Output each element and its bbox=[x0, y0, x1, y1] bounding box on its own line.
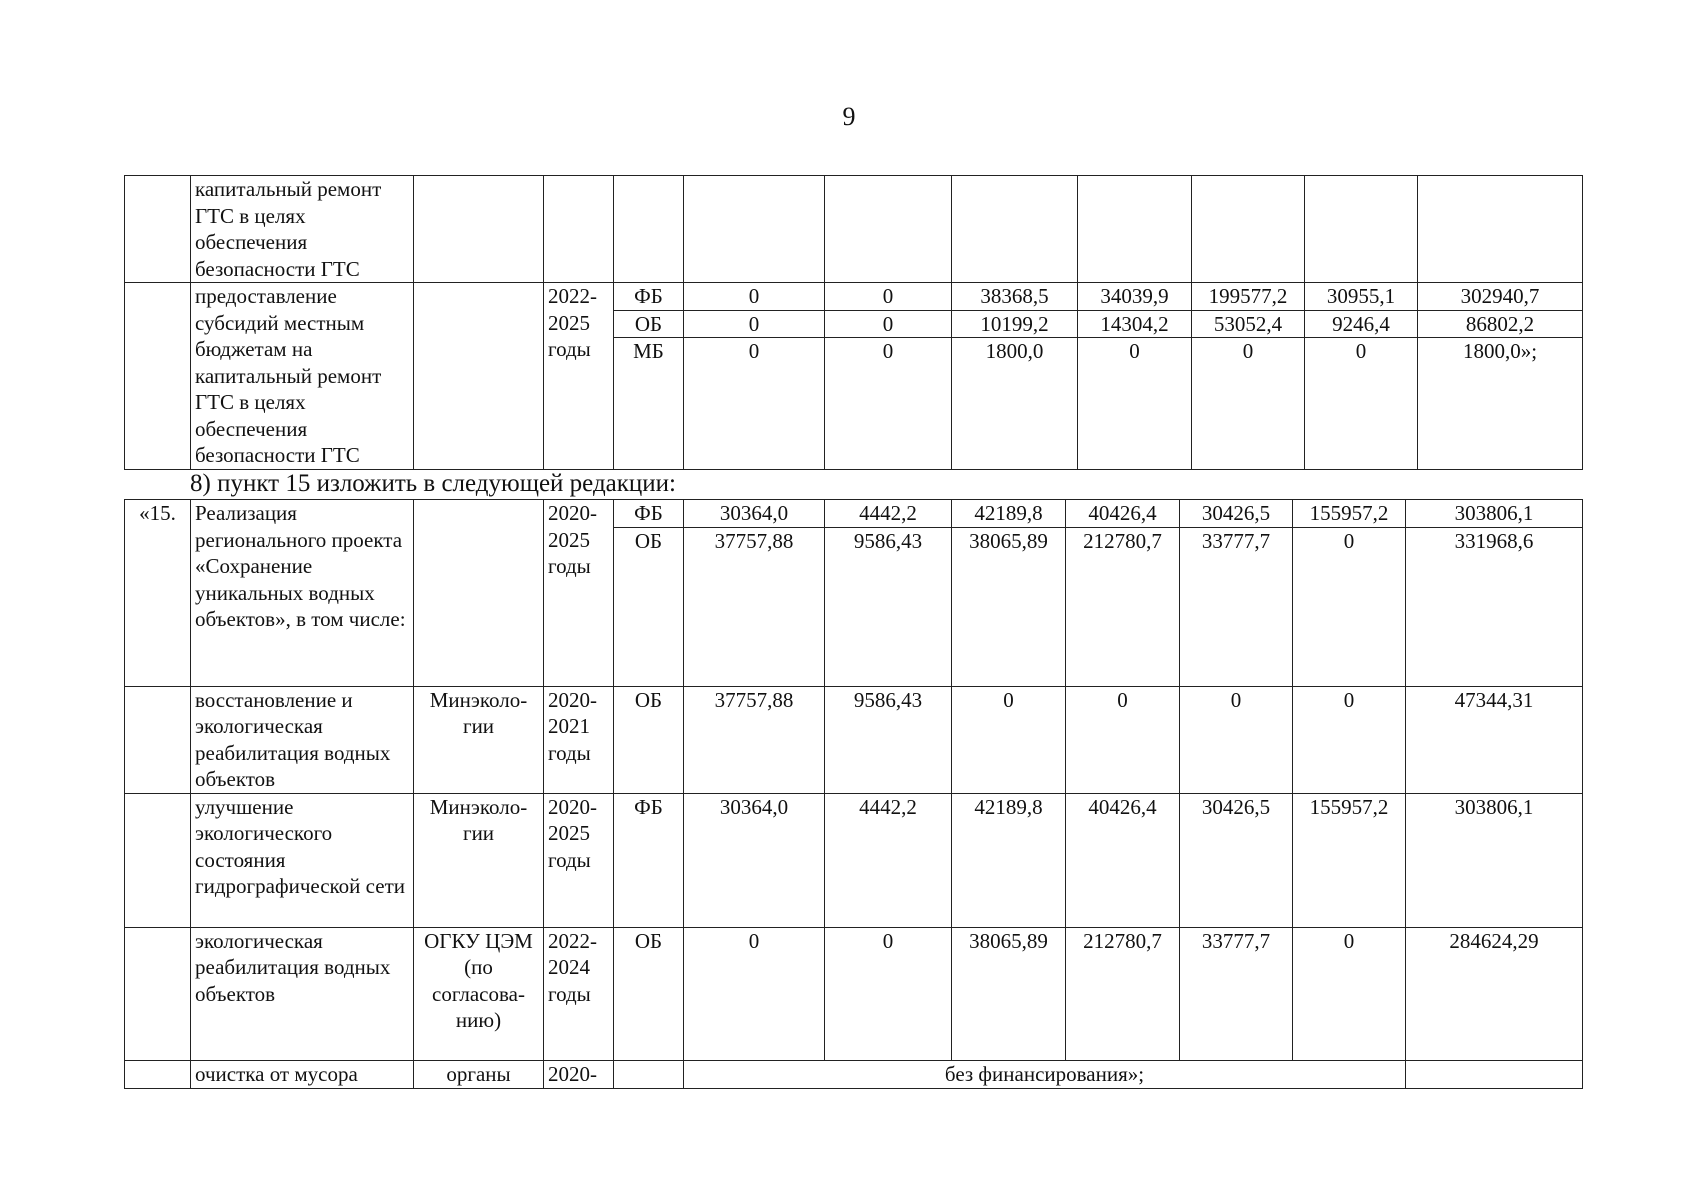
cell-value: 212780,7 bbox=[1066, 927, 1180, 1060]
cell-value: 155957,2 bbox=[1293, 500, 1406, 528]
cell-value: 199577,2 bbox=[1192, 283, 1305, 311]
cell-activity-name: капитальный ремонт ГТС в целях обеспечения безопасности ГТС bbox=[191, 176, 414, 283]
table-row bbox=[125, 1060, 1583, 1088]
cell-total: 86802,2 bbox=[1418, 310, 1583, 338]
cell-value: 0 bbox=[825, 927, 952, 1060]
table-row bbox=[125, 283, 1583, 311]
cell-number bbox=[125, 927, 191, 1060]
cell-value: 30955,1 bbox=[1305, 283, 1418, 311]
cell-value: 42189,8 bbox=[952, 793, 1066, 927]
cell-activity-name: предоставление субсидий местным бюджетам на капитальный ремонт ГТС в целях обеспечения безопасности ГТС bbox=[191, 283, 414, 470]
cell-value: 0 bbox=[684, 283, 825, 311]
cell-period: 2020-2025 годы bbox=[544, 500, 614, 687]
cell-number bbox=[125, 176, 191, 283]
cell-executor: Минэколо-гии bbox=[414, 793, 544, 927]
cell-executor: Минэколо-гии bbox=[414, 686, 544, 793]
cell-source: ФБ bbox=[614, 283, 684, 311]
cell-value: 0 bbox=[684, 338, 825, 470]
cell-number: «15. bbox=[125, 500, 191, 687]
cell-value: 0 bbox=[825, 310, 952, 338]
cell-period: 2022-2024 годы bbox=[544, 927, 614, 1060]
cell-executor bbox=[414, 283, 544, 470]
cell-value: 37757,88 bbox=[684, 686, 825, 793]
cell-value: 40426,4 bbox=[1066, 500, 1180, 528]
cell-value: 0 bbox=[684, 927, 825, 1060]
cell-value: 42189,8 bbox=[952, 500, 1066, 528]
cell-value: 0 bbox=[1293, 927, 1406, 1060]
cell-period: 2022-2025 годы bbox=[544, 283, 614, 470]
cell-value: 37757,88 bbox=[684, 527, 825, 686]
cell-number bbox=[125, 686, 191, 793]
table-row bbox=[125, 793, 1583, 927]
table-row bbox=[125, 500, 1583, 528]
cell-total: 302940,7 bbox=[1418, 283, 1583, 311]
cell-value: 0 bbox=[1305, 338, 1418, 470]
funding-table-continued bbox=[124, 175, 1583, 470]
cell-total: 303806,1 bbox=[1406, 793, 1583, 927]
cell-source: МБ bbox=[614, 338, 684, 470]
funding-table-point-15 bbox=[124, 499, 1583, 1089]
cell-value: 9586,43 bbox=[825, 686, 952, 793]
cell-total: 47344,31 bbox=[1406, 686, 1583, 793]
cell-value: 4442,2 bbox=[825, 793, 952, 927]
cell-value: 40426,4 bbox=[1066, 793, 1180, 927]
cell-source: ОБ bbox=[614, 527, 684, 686]
cell-value: 0 bbox=[1180, 686, 1293, 793]
cell-value: 212780,7 bbox=[1066, 527, 1180, 686]
table-row bbox=[125, 686, 1583, 793]
cell-executor: ОГКУ ЦЭМ (по согласова-нию) bbox=[414, 927, 544, 1060]
cell-activity-name: очистка от мусора bbox=[191, 1060, 414, 1088]
cell-value: 0 bbox=[1066, 686, 1180, 793]
cell-source: ОБ bbox=[614, 927, 684, 1060]
cell-value: 4442,2 bbox=[825, 500, 952, 528]
cell-activity-name: улучшение экологического состояния гидрографической сети bbox=[191, 793, 414, 927]
cell-value: 0 bbox=[684, 310, 825, 338]
cell-number bbox=[125, 793, 191, 927]
cell-value: 0 bbox=[1192, 338, 1305, 470]
cell-value: 38368,5 bbox=[952, 283, 1078, 311]
cell-activity-name: восстановление и экологическая реабилитация водных объектов bbox=[191, 686, 414, 793]
cell-value: 33777,7 bbox=[1180, 527, 1293, 686]
cell-value: 9586,43 bbox=[825, 527, 952, 686]
cell-total: 284624,29 bbox=[1406, 927, 1583, 1060]
cell-value: 38065,89 bbox=[952, 927, 1066, 1060]
amendment-caption: 8) пункт 15 изложить в следующей редакции: bbox=[190, 470, 676, 497]
cell-value: 155957,2 bbox=[1293, 793, 1406, 927]
cell-number bbox=[125, 1060, 191, 1088]
cell-value: 33777,7 bbox=[1180, 927, 1293, 1060]
cell-activity-name: Реализация регионального проекта «Сохранение уникальных водных объектов», в том числе: bbox=[191, 500, 414, 687]
cell-activity-name: экологическая реабилитация водных объектов bbox=[191, 927, 414, 1060]
cell-value: 9246,4 bbox=[1305, 310, 1418, 338]
cell-source: ФБ bbox=[614, 500, 684, 528]
cell-value: 0 bbox=[825, 283, 952, 311]
cell-value: 0 bbox=[1293, 527, 1406, 686]
cell-period: 2020-2025 годы bbox=[544, 793, 614, 927]
cell-value: 0 bbox=[1078, 338, 1192, 470]
page-number: 9 bbox=[842, 102, 856, 131]
cell-source: ОБ bbox=[614, 686, 684, 793]
cell-total bbox=[1406, 1060, 1583, 1088]
cell-value: 53052,4 bbox=[1192, 310, 1305, 338]
cell-total: 331968,6 bbox=[1406, 527, 1583, 686]
cell-total: 1800,0»; bbox=[1418, 338, 1583, 470]
cell-number bbox=[125, 283, 191, 470]
cell-value: 10199,2 bbox=[952, 310, 1078, 338]
cell-value: 0 bbox=[1293, 686, 1406, 793]
cell-source bbox=[614, 1060, 684, 1088]
cell-value: 0 bbox=[825, 338, 952, 470]
cell-value: 30364,0 bbox=[684, 793, 825, 927]
table-row bbox=[125, 927, 1583, 1060]
table-row bbox=[125, 176, 1583, 283]
cell-executor bbox=[414, 500, 544, 687]
cell-value: 30364,0 bbox=[684, 500, 825, 528]
cell-source: ФБ bbox=[614, 793, 684, 927]
cell-value: 14304,2 bbox=[1078, 310, 1192, 338]
cell-value: 38065,89 bbox=[952, 527, 1066, 686]
cell-funding-note: без финансирования»; bbox=[684, 1060, 1406, 1088]
cell-period: 2020-2021 годы bbox=[544, 686, 614, 793]
cell-value: 30426,5 bbox=[1180, 500, 1293, 528]
cell-executor: органы bbox=[414, 1060, 544, 1088]
cell-period: 2020- bbox=[544, 1060, 614, 1088]
cell-total: 303806,1 bbox=[1406, 500, 1583, 528]
cell-source: ОБ bbox=[614, 310, 684, 338]
cell-value: 0 bbox=[952, 686, 1066, 793]
cell-value: 34039,9 bbox=[1078, 283, 1192, 311]
cell-value: 1800,0 bbox=[952, 338, 1078, 470]
cell-value: 30426,5 bbox=[1180, 793, 1293, 927]
